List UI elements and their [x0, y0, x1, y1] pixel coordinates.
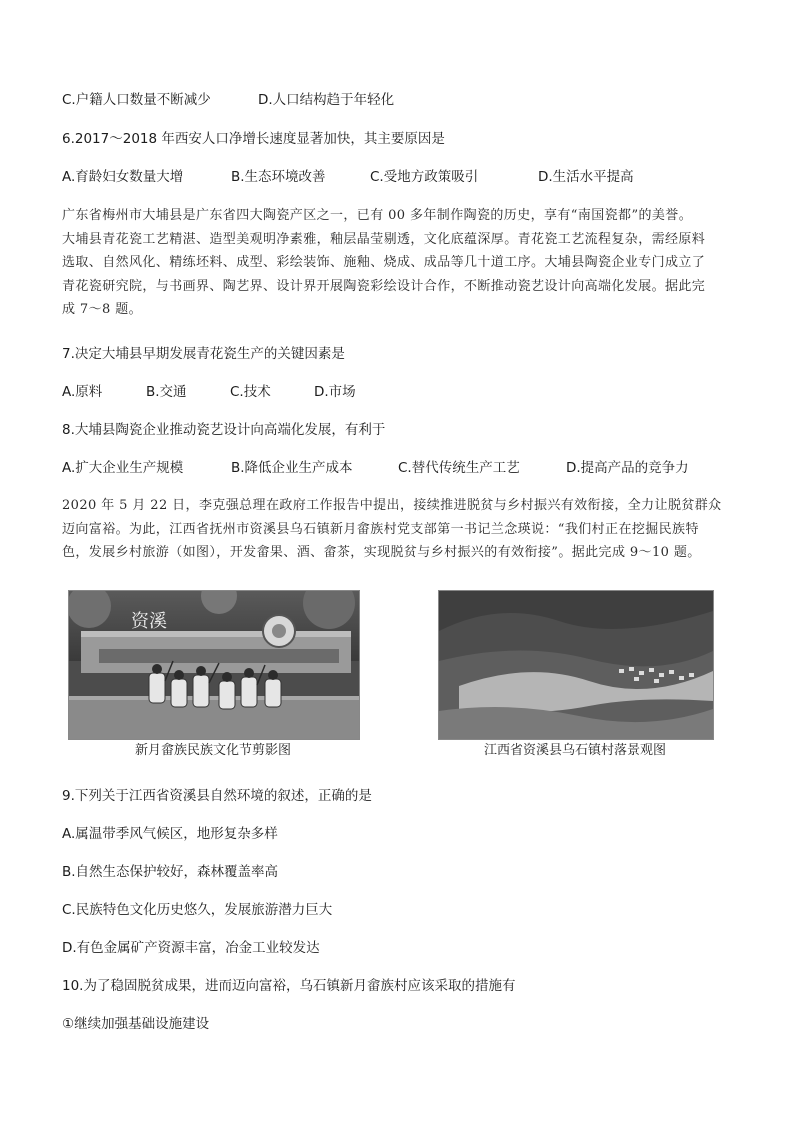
q8-option-b: B.降低企业生产成本 — [231, 460, 353, 476]
village-photo-caption: 江西省资溪县乌石镇村落景观图 — [483, 743, 666, 758]
q7-option-b: B.交通 — [146, 384, 187, 400]
festival-photo — [68, 590, 360, 740]
q5-option-d: D.人口结构趋于年轻化 — [258, 92, 395, 108]
passage1-line: 青花瓷研究院，与书画界、陶艺界、设计界开展陶瓷彩绘设计合作，不断推动瓷艺设计向高端化发展。据此完 — [62, 278, 706, 294]
festival-photo-caption: 新月畲族民族文化节剪影图 — [134, 743, 291, 758]
q8-option-c: C.替代传统生产工艺 — [398, 460, 520, 476]
q8-option-d: D.提高产品的竞争力 — [566, 460, 689, 476]
q6-option-d: D.生活水平提高 — [538, 169, 634, 185]
q6-stem: 6.2017～2018 年西安人口净增长速度显著加快，其主要原因是 — [62, 131, 445, 147]
passage1-line: 选取、自然风化、精练坯料、成型、彩绘装饰、施釉、烧成、成品等几十道工序。大埔县陶瓷企业专门成立了 — [62, 255, 706, 270]
passage2-line: 迈向富裕。为此，江西省抚州市资溪县乌石镇新月畲族村党支部第一书记兰念瑛说：“我们村正在挖掘民族特 — [62, 521, 699, 537]
q7-option-c: C.技术 — [230, 384, 271, 400]
q9-option-c: C.民族特色文化历史悠久，发展旅游潜力巨大 — [62, 902, 333, 918]
q7-stem: 7.决定大埔县早期发展青花瓷生产的关键因素是 — [62, 346, 345, 362]
banner-text: 资溪 — [131, 611, 167, 632]
passage1-line: 广东省梅州市大埔县是广东省四大陶瓷产区之一，已有 00 多年制作陶瓷的历史，享有“南国瓷都”的美誉。 — [62, 208, 693, 223]
passage2-line: 色，发展乡村旅游（如图），开发畲果、酒、畲茶，实现脱贫与乡村振兴的有效衔接”。据此完成 9～10 题。 — [62, 545, 701, 560]
q9-stem: 9.下列关于江西省资溪县自然环境的叙述，正确的是 — [62, 788, 372, 804]
q7-option-d: D.市场 — [314, 384, 356, 400]
q9-option-a: A.属温带季风气候区，地形复杂多样 — [62, 826, 278, 842]
q8-stem: 8.大埔县陶瓷企业推动瓷艺设计向高端化发展，有利于 — [62, 422, 386, 438]
q9-option-d: D.有色金属矿产资源丰富，冶金工业较发达 — [62, 940, 320, 956]
q10-stem: 10.为了稳固脱贫成果，进而迈向富裕，乌石镇新月畲族村应该采取的措施有 — [62, 978, 516, 994]
q8-option-a: A.扩大企业生产规模 — [62, 460, 184, 476]
q6-option-c: C.受地方政策吸引 — [370, 169, 479, 185]
passage-dabu-porcelain — [62, 204, 742, 322]
q5-option-c: C.户籍人口数量不断减少 — [62, 92, 211, 108]
q6-option-b: B.生态环境改善 — [231, 169, 326, 185]
village-photo-image — [439, 591, 713, 739]
q10-item-1: ①继续加强基础设施建设 — [62, 1016, 210, 1032]
passage1-line: 大埔县青花瓷工艺精湛、造型美观明净素雅，釉层晶莹剔透，文化底蕴深厚。青花瓷工艺流程复杂，需经原料 — [62, 231, 706, 247]
q9-option-b: B.自然生态保护较好，森林覆盖率高 — [62, 864, 279, 880]
passage2-line: 2020 年 5 月 22 日，李克强总理在政府工作报告中提出，接续推进脱贫与乡村振兴有效衔接，全力让脱贫群众 — [62, 498, 722, 513]
village-photo — [438, 590, 714, 740]
passage-rural-revitalization — [62, 494, 742, 565]
passage1-line: 成 7～8 题。 — [62, 302, 143, 317]
q7-option-a: A.原料 — [62, 384, 103, 400]
q6-option-a: A.育龄妇女数量大增 — [62, 169, 184, 185]
festival-photo-image — [69, 591, 359, 739]
